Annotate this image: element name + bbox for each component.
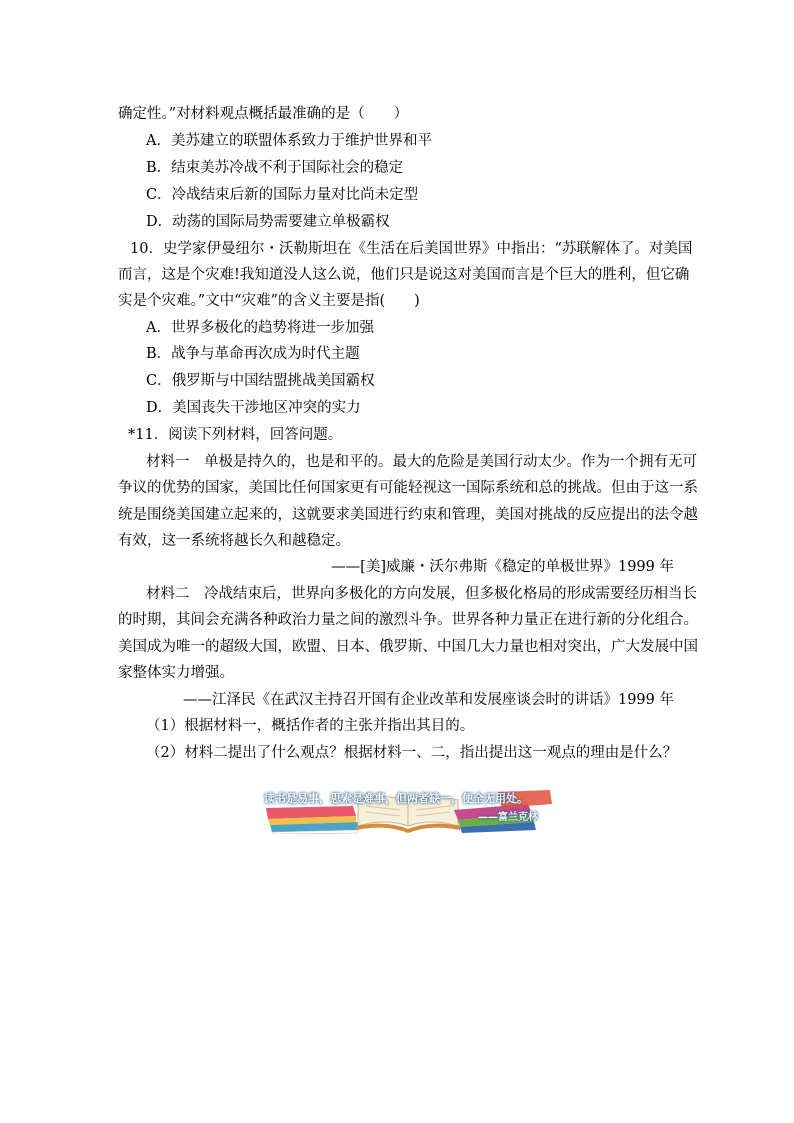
q10-stem-line-1: 10．史学家伊曼纽尔・沃勒斯坦在《生活在后美国世界》中指出：“苏联解体了。对美国	[130, 241, 693, 257]
q11-material1-line-3: 统是围绕美国建立起来的，这就要求美国进行约束和管理，美国对挑战的反应提出的法令越	[118, 507, 698, 523]
q11-material1-line-4: 有效，这一系统将越长久和越稳定。	[118, 533, 350, 549]
q11-material2-line-2: 的时期，其间会充满各种政治力量之间的激烈斗争。世界各种力量正在进行新的分化组合。	[118, 612, 698, 628]
books-quote-banner	[258, 786, 558, 834]
q10-option-c: C．俄罗斯与中国结盟挑战美国霸权	[146, 373, 375, 389]
banner-author: ——富兰克林	[478, 812, 538, 823]
q9-stem-tail: 确定性。”对材料观点概括最准确的是（ ）	[118, 106, 409, 122]
q10-stem-line-3: 实是个灾难。”文中“灾难”的含义主要是指( )	[118, 293, 420, 309]
q9-option-d: D．动荡的国际局势需要建立单极霸权	[146, 214, 390, 230]
q11-material2-line-4: 家整体实力增强。	[118, 665, 234, 681]
q11-source1: ——[美]威廉・沃尔弗斯《稳定的单极世界》1999 年	[331, 559, 674, 575]
q10-option-a: A．世界多极化的趋势将进一步加强	[146, 320, 374, 336]
banner-quote: 读书是易事，思索是难事，但两者缺一，便全无用处。	[264, 792, 528, 805]
q10-option-d: D．美国丧失干涉地区冲突的实力	[146, 400, 361, 416]
q11-subquestion-2: （2）材料二提出了什么观点？根据材料一、二，指出提出这一观点的理由是什么？	[146, 745, 678, 761]
q11-heading: *11．阅读下列材料，回答问题。	[128, 427, 343, 443]
q10-stem-line-2: 而言，这是个灾难!我知道没人这么说，他们只是说这对美国而言是个巨大的胜利，但它确	[118, 267, 690, 283]
q10-option-b: B．战争与革命再次成为时代主题	[146, 346, 360, 362]
q11-material2-line-1: 材料二 冷战结束后，世界向多极化的方向发展，但多极化格局的形成需要经历相当长	[146, 586, 697, 602]
q11-material1-line-1: 材料一 单极是持久的，也是和平的。最大的危险是美国行动太少。作为一个拥有无可	[146, 454, 697, 470]
q9-option-b: B．结束美苏冷战不利于国际社会的稳定	[146, 160, 404, 176]
q11-source2: ——江泽民《在武汉主持召开国有企业改革和发展座谈会时的讲话》1999 年	[182, 692, 674, 708]
q11-material1-line-2: 争议的优势的国家，美国比任何国家更有可能轻视这一国际系统和总的挑战。但由于这一系	[118, 480, 698, 496]
q9-option-c: C．冷战结束后新的国际力量对比尚未定型	[146, 187, 419, 203]
q11-material2-line-3: 美国成为唯一的超级大国，欧盟、日本、俄罗斯、中国几大力量也相对突出，广大发展中国	[118, 639, 698, 655]
q9-option-a: A．美苏建立的联盟体系致力于维护世界和平	[146, 133, 432, 149]
q11-subquestion-1: （1）根据材料一，概括作者的主张并指出其目的。	[146, 718, 475, 734]
